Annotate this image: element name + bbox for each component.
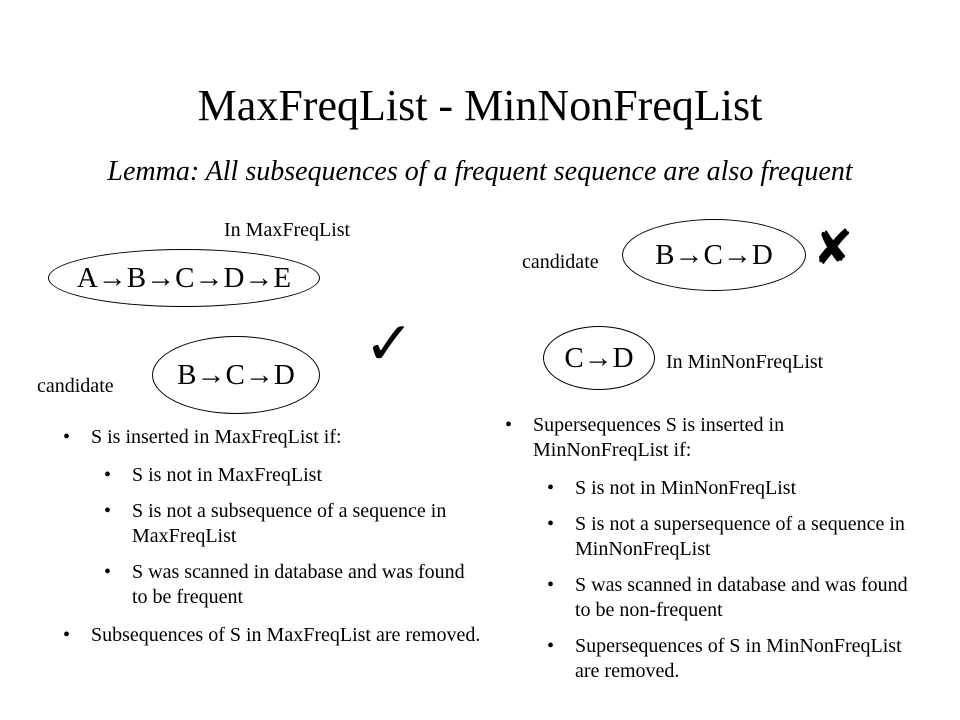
left-bullet-removed: • Subsequences of S in MaxFreqList are removed. bbox=[91, 623, 481, 648]
left-sub-bullet-3: • S was scanned in database and was found to be frequent bbox=[132, 560, 481, 610]
checkmark-icon: ✓ bbox=[364, 311, 415, 377]
minnonfreqlist-label: In MinNonFreqList bbox=[666, 351, 824, 373]
left-sub-bullet-1: • S is not in MaxFreqList bbox=[132, 463, 481, 488]
left-candidate-sequence-text: B→C→D bbox=[177, 358, 295, 391]
right-sub-bullet-3: • S was scanned in database and was found to be non-frequent bbox=[575, 573, 923, 623]
maxfreqlist-label: In MaxFreqList bbox=[224, 219, 351, 241]
minnonfreqlist-sequence-text: C→D bbox=[564, 341, 634, 374]
right-sub-bullet-2: • S is not a supersequence of a sequence in MinNonFreqList bbox=[575, 512, 923, 562]
lemma-text: Lemma: All subsequences of a frequent sequence are also frequent bbox=[107, 156, 853, 187]
right-sub-bullet-1: • S is not in MinNonFreqList bbox=[575, 476, 923, 501]
minnonfreqlist-sequence-oval bbox=[543, 326, 655, 390]
right-bullet-main: • Supersequences S is inserted in MinNonFreqList if: bbox=[533, 413, 873, 463]
maxfreqlist-sequence-oval bbox=[48, 249, 320, 307]
left-bullet-list bbox=[91, 425, 481, 648]
left-bullet-main: • S is inserted in MaxFreqList if: bbox=[91, 425, 481, 450]
right-bullet-list bbox=[533, 413, 923, 684]
left-sub-bullet-2: • S is not a subsequence of a sequence in MaxFreqList bbox=[132, 499, 481, 549]
right-sub-bullet-4: • Supersequences of S in MinNonFreqList are removed. bbox=[575, 634, 923, 684]
left-candidate-label: candidate bbox=[37, 375, 114, 397]
slide-title: MaxFreqList - MinNonFreqList bbox=[197, 81, 763, 130]
x-mark-icon: ✘ bbox=[813, 222, 854, 275]
right-candidate-sequence-text: B→C→D bbox=[655, 238, 773, 271]
maxfreqlist-sequence-text: A→B→C→D→E bbox=[76, 261, 292, 294]
right-candidate-oval bbox=[622, 219, 806, 291]
right-candidate-label: candidate bbox=[522, 251, 599, 273]
left-candidate-oval bbox=[152, 336, 320, 414]
